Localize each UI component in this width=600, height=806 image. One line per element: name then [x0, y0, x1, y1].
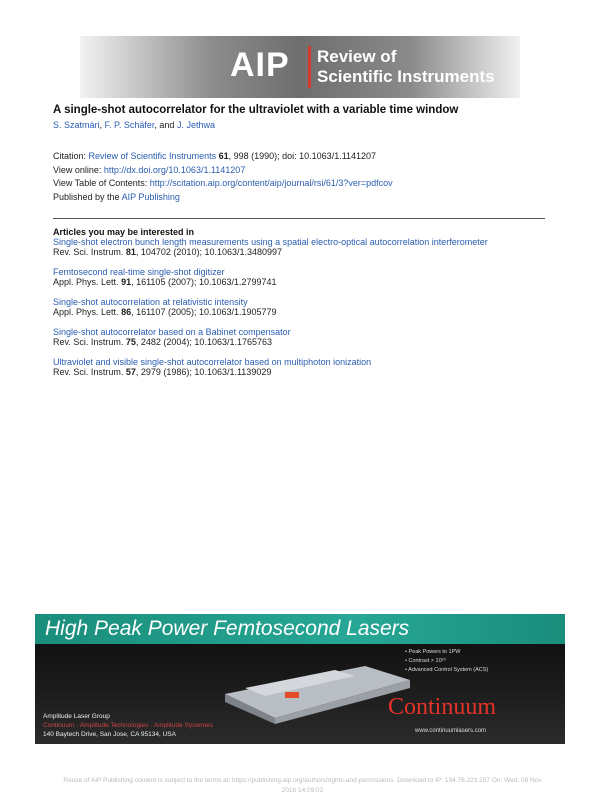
- related-volume: 86: [121, 307, 132, 317]
- ad-feature: • Advanced Control System (ACS): [405, 666, 488, 675]
- related-citation: [53, 367, 553, 377]
- list-item: [53, 237, 553, 257]
- ad-features: [405, 648, 488, 675]
- related-rest: , 104702 (2010); 10.1063/1.3480997: [135, 247, 283, 257]
- list-item: [53, 297, 553, 317]
- related-journal: Appl. Phys. Lett.: [53, 307, 119, 317]
- related-rest: , 161105 (2007); 10.1063/1.2799741: [131, 277, 277, 287]
- author-link[interactable]: F. P. Schäfer: [104, 120, 155, 130]
- related-volume: 81: [125, 247, 136, 257]
- journal-banner: [80, 36, 520, 98]
- list-item: [53, 267, 553, 287]
- toc-label: View Table of Contents:: [53, 178, 150, 188]
- related-journal: Rev. Sci. Instrum.: [53, 337, 124, 347]
- related-heading: Articles you may be interested in: [53, 227, 195, 237]
- published-label: Published by the: [53, 191, 122, 202]
- citation-label: Citation:: [53, 151, 89, 161]
- ad-feature: • Contrast > 10¹⁰: [405, 657, 488, 666]
- related-volume: 91: [121, 277, 132, 287]
- banner-divider: [308, 46, 311, 88]
- author-link[interactable]: S. Szatmári: [53, 120, 100, 130]
- laser-device-image: [215, 658, 415, 724]
- view-online-line: [53, 164, 393, 178]
- related-volume: 75: [125, 337, 136, 347]
- ad-brand-logo: Continuum: [388, 694, 497, 720]
- author-list: [53, 120, 215, 130]
- related-article-link[interactable]: Single-shot electron bunch length measurements using a spatial electro-optical autocorrelation interferometer: [53, 237, 488, 247]
- related-citation: [53, 277, 553, 287]
- author-separator: ,: [99, 120, 105, 130]
- journal-name-line2: Scientific Instruments: [317, 67, 495, 86]
- related-rest: , 161107 (2005); 10.1063/1.1905779: [131, 307, 277, 317]
- related-citation: [53, 337, 553, 347]
- related-journal: Rev. Sci. Instrum.: [53, 247, 124, 257]
- related-article-link[interactable]: Ultraviolet and visible single-shot autocorrelator based on multiphoton ionization: [53, 357, 372, 367]
- journal-name: [317, 47, 495, 87]
- list-item: [53, 357, 553, 377]
- related-article-link[interactable]: Single-shot autocorrelation at relativistic intensity: [53, 297, 248, 307]
- view-online-label: View online:: [53, 164, 104, 175]
- related-citation: [53, 247, 553, 257]
- footer-line1: Reuse of AIP Publishing content is subject to the terms at: https://publishing.aip.org/authors/rights-and-permissions. Download to IP: 134.76.223.157 On: Wed, 09 Nov: [63, 777, 542, 784]
- related-articles: [53, 227, 553, 387]
- divider: [53, 218, 545, 219]
- related-rest: , 2979 (1986); 10.1063/1.1139029: [135, 367, 272, 377]
- related-volume: 57: [125, 367, 136, 377]
- citation-journal-link[interactable]: Review of Scientific Instruments: [88, 151, 217, 161]
- aip-logo: AIP: [230, 46, 290, 84]
- article-title: A single-shot autocorrelator for the ultraviolet with a variable time window: [53, 104, 459, 116]
- citation-rest: , 998 (1990); doi: 10.1063/1.1141207: [228, 151, 377, 161]
- related-citation: [53, 307, 553, 317]
- ad-url[interactable]: www.continuumlasers.com: [415, 728, 487, 734]
- toc-link[interactable]: http://scitation.aip.org/content/aip/journal/rsi/61/3?ver=pdfcov: [149, 178, 393, 188]
- author-link[interactable]: J. Jethwa: [176, 120, 215, 130]
- ad-title: High Peak Power Femtosecond Lasers: [45, 617, 410, 640]
- advertisement[interactable]: [35, 614, 565, 744]
- toc-line: [53, 177, 393, 191]
- ad-feature: • Peak Powers to 1PW: [405, 648, 488, 657]
- related-journal: Appl. Phys. Lett.: [53, 277, 119, 287]
- ad-header-band: [35, 614, 565, 644]
- footer-line2: 2016 14:09:02: [281, 787, 324, 794]
- ad-address: 140 Baytech Drive, San Jose, CA 95134, USA: [43, 731, 176, 738]
- citation-volume: 61: [218, 151, 229, 161]
- list-item: [53, 327, 553, 347]
- publisher-link[interactable]: AIP Publishing: [121, 191, 180, 202]
- view-online-link[interactable]: http://dx.doi.org/10.1063/1.1141207: [103, 164, 246, 175]
- published-line: [53, 191, 393, 205]
- ad-group: Amplitude Laser Group: [43, 713, 110, 720]
- citation-block: [53, 150, 393, 204]
- ad-group-sub: Continuum · Amplitude Technologies · Amplitude Systemes: [43, 722, 214, 729]
- author-separator: , and: [154, 120, 177, 130]
- journal-name-line1: Review of: [317, 47, 397, 66]
- citation-line: [53, 150, 393, 164]
- related-journal: Rev. Sci. Instrum.: [53, 367, 124, 377]
- footer-notice: [30, 776, 575, 796]
- related-article-link[interactable]: Single-shot autocorrelator based on a Babinet compensator: [53, 327, 291, 337]
- related-rest: , 2482 (2004); 10.1063/1.1765763: [135, 337, 273, 347]
- related-article-link[interactable]: Femtosecond real-time single-shot digitizer: [53, 267, 225, 277]
